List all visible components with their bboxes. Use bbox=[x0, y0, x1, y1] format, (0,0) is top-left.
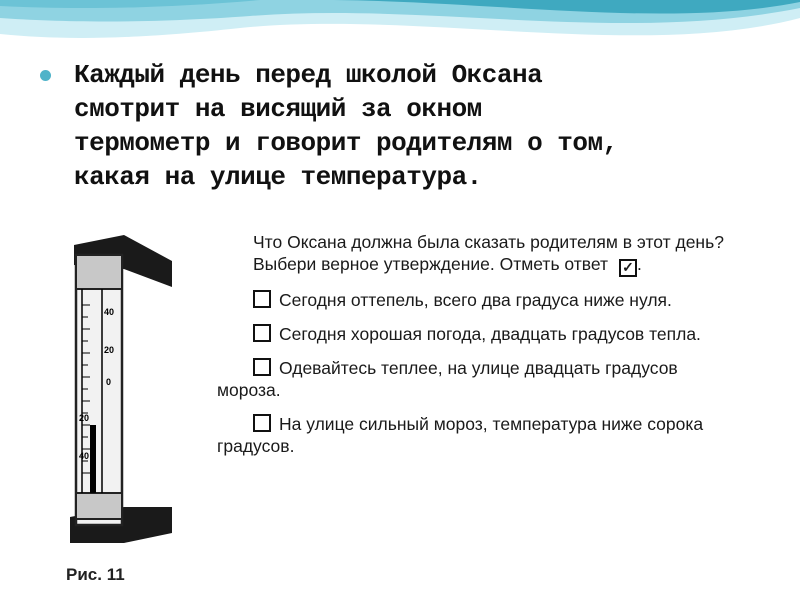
answer-option-3[interactable] bbox=[217, 357, 729, 401]
question-end: . bbox=[636, 254, 642, 274]
figure-caption: Рис. 11 bbox=[66, 565, 125, 584]
answer-option-4[interactable] bbox=[217, 413, 729, 457]
option-label: Одевайтесь теплее, на улице двадцать градусов мороза. bbox=[217, 358, 678, 400]
checkbox-icon[interactable] bbox=[253, 414, 271, 432]
checkbox-checked-icon: ✓ bbox=[619, 259, 637, 277]
checkbox-icon[interactable] bbox=[253, 290, 271, 308]
scale-label: 20 bbox=[79, 413, 90, 423]
bullet-text: Каждый день перед школой Оксана смотрит на висящий за окном термометр и говорит родителям о том, какая на улице температура. bbox=[74, 60, 618, 192]
scale-label: 20 bbox=[104, 345, 115, 355]
checkbox-icon[interactable] bbox=[253, 358, 271, 376]
task-text bbox=[217, 231, 729, 469]
scale-label: 40 bbox=[104, 307, 115, 317]
question bbox=[253, 231, 729, 277]
option-label: На улице сильный мороз, температура ниже сорока градусов. bbox=[217, 414, 704, 456]
bullet-dot-icon bbox=[40, 70, 51, 81]
scale-label: 0 bbox=[106, 377, 112, 387]
checkbox-icon[interactable] bbox=[253, 324, 271, 342]
question-text: Что Оксана должна была сказать родителям в этот день? Выбери верное утверждение. Отметь ответ bbox=[253, 232, 724, 274]
scale-label: 40 bbox=[79, 451, 90, 461]
option-label: Сегодня оттепель, всего два градуса ниже нуля. bbox=[279, 290, 672, 310]
answer-option-1[interactable] bbox=[217, 289, 729, 311]
answer-option-2[interactable] bbox=[217, 323, 729, 345]
thermometer-image bbox=[62, 225, 202, 565]
figure-11 bbox=[62, 225, 732, 595]
option-label: Сегодня хорошая погода, двадцать градусов тепла. bbox=[279, 324, 701, 344]
